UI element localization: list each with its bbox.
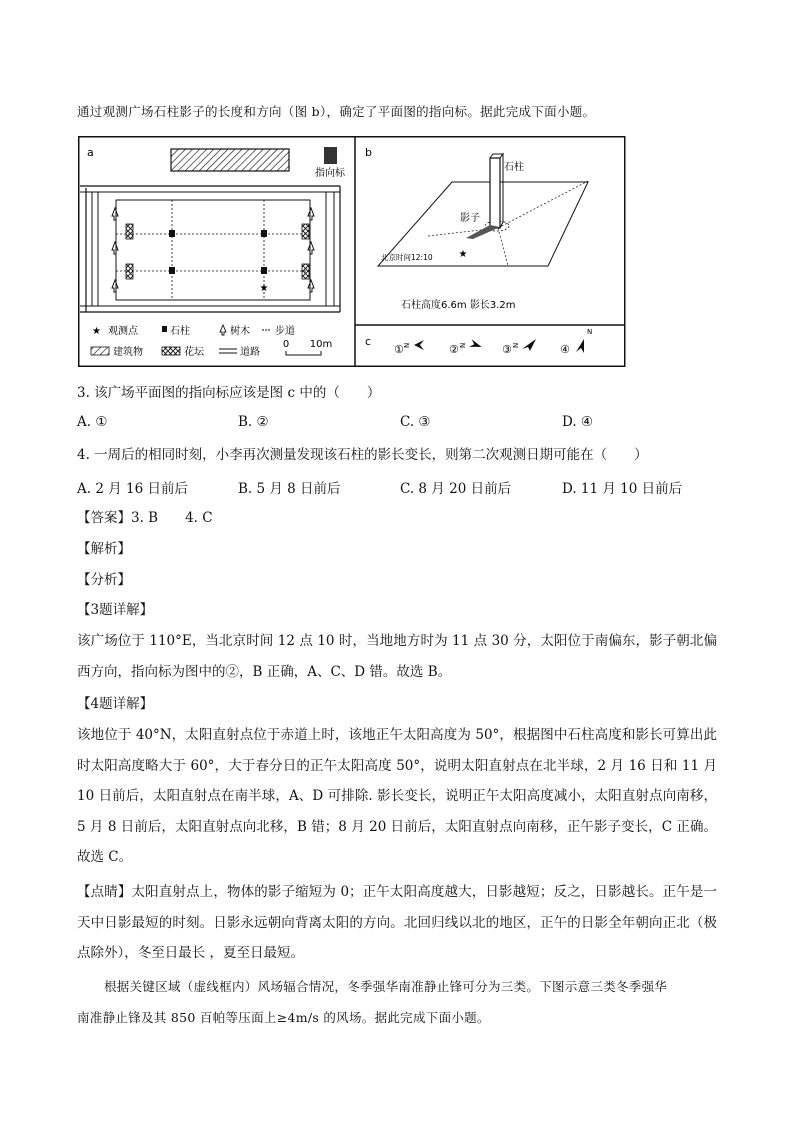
pillars bbox=[169, 230, 267, 274]
arrow-1-icon bbox=[414, 340, 424, 350]
analysis-heading: 【解析】 bbox=[77, 541, 131, 557]
legend-building: 建筑物 bbox=[113, 347, 143, 358]
intro-text-1: 通过观测广场石柱影子的长度和方向（图 b），确定了平面图的指向标。据此完成下面小题。 bbox=[77, 104, 596, 119]
b-star-icon: ★ bbox=[458, 249, 468, 260]
observer-star-icon: ★ bbox=[259, 283, 269, 294]
shadow-label: 影子 bbox=[460, 213, 480, 224]
arrow-4-icon bbox=[576, 339, 584, 353]
q4-option-c: C. 8 月 20 日前后 bbox=[400, 481, 512, 497]
q4-stem: 4. 一周后的相同时刻，小李再次测量发现该石柱的影长变长，则第二次观测日期可能在（ ） bbox=[77, 447, 648, 463]
legend-tree-icon bbox=[220, 325, 226, 335]
legend-pillar: 石柱 bbox=[170, 326, 190, 337]
pillar-label: 石柱 bbox=[504, 162, 524, 173]
scale-end: 10m bbox=[309, 339, 333, 350]
q4-option-d: D. 11 月 10 日前后 bbox=[562, 481, 683, 497]
legend-tree: 树木 bbox=[230, 326, 250, 337]
legend-star-icon: ★ bbox=[92, 326, 101, 337]
q3-option-a: A. ① bbox=[77, 414, 108, 430]
c4-north: N bbox=[587, 328, 593, 336]
q3-option-b: B. ② bbox=[238, 414, 269, 430]
panel-a-label: a bbox=[87, 146, 94, 159]
fenxi-heading: 【分析】 bbox=[77, 572, 131, 588]
panel-b-label: b bbox=[365, 146, 372, 159]
option-3: ③ bbox=[502, 343, 512, 356]
pillar bbox=[490, 158, 500, 228]
panel-b bbox=[365, 146, 588, 311]
compass-box-icon bbox=[324, 147, 337, 164]
answer: 【答案】3. B 4. C bbox=[77, 510, 213, 526]
option-1: ① bbox=[394, 343, 404, 356]
tree-icons bbox=[112, 208, 314, 292]
option-4: ④ bbox=[560, 343, 570, 356]
option-2: ② bbox=[449, 343, 459, 356]
panel-c-label: c bbox=[365, 335, 372, 348]
time-label: 北京时间12:10 bbox=[381, 253, 433, 262]
legend-flowerbed: 花坛 bbox=[184, 347, 204, 358]
q4-option-a: A. 2 月 16 日前后 bbox=[77, 481, 188, 497]
c3-north: N bbox=[512, 342, 520, 348]
building bbox=[171, 149, 289, 171]
intro-text-2-line-2: 南准静止锋及其 850 百帕等压面上≥4m/s 的风场。据此完成下面小题。 bbox=[77, 1010, 490, 1025]
legend-pillar-icon bbox=[162, 326, 167, 332]
c2-north: N bbox=[459, 342, 467, 348]
q3-detail: 该广场位于 110°E，当北京时间 12 点 10 时，当地地方时为 11 点 30 分，太阳位于南偏东，影子朝北偏西方向，指向标为图中的②，B 正确，A、C、D 错。故选 B。 bbox=[77, 633, 717, 680]
figure bbox=[78, 136, 626, 367]
tip: 【点睛】太阳直射点上，物体的影子缩短为 0；正午太阳高度越大，日影越短；反之，日影越长。正午是一天中日影最短的时刻。日影永远朝向背离太阳的方向。北回归线以北的地区，正午的日影全年朝向正北（极点除外），冬至日最长 ，夏至日最短。 bbox=[77, 884, 717, 961]
legend-observer: 观测点 bbox=[108, 326, 138, 337]
q3-option-d: D. ④ bbox=[562, 414, 594, 430]
compass-caption: 指向标 bbox=[315, 168, 345, 179]
legend-walk: 步道 bbox=[275, 326, 295, 337]
q3-option-c: C. ③ bbox=[400, 414, 431, 430]
q4-detail: 该地位于 40°N，太阳直射点位于赤道上时，该地正午太阳高度为 50°，根据图中石柱高度和影长可算出此时太阳高度略大于 60°，大于春分日的正午太阳高度 50°，说明太阳直射点在北半球，2 月 16 日和 11 月 10 日前后，太阳直射点在南半球，A、D 可排除. 影长变长，说明正午太阳高度减小，太阳直射点向南移，5 月 8 日前后，太阳直射点向北移，B 错；8 月 20 日前后，太阳直射点向南移，正午影子变长，C 正确。故选 C。 bbox=[77, 727, 717, 865]
legend-road: 道路 bbox=[240, 347, 260, 358]
q4-detail-heading: 【4题详解】 bbox=[77, 696, 154, 712]
q3-detail-heading: 【3题详解】 bbox=[77, 602, 154, 618]
c1-north: N bbox=[403, 342, 411, 348]
arrow-3-icon bbox=[522, 339, 536, 351]
scale-zero: 0 bbox=[282, 339, 290, 350]
q3-stem: 3. 该广场平面图的指向标应该是图 c 中的（ ） bbox=[77, 385, 381, 401]
arrow-2-icon bbox=[469, 339, 483, 351]
intro-text-2-line-1: 根据关键区域（虚线框内）风场辐合情况，冬季强华南准静止锋可分为三类。下图示意三类冬季强华 bbox=[104, 979, 668, 994]
panel-a bbox=[80, 146, 346, 358]
panel-c bbox=[365, 328, 592, 356]
shadow bbox=[466, 225, 500, 239]
q4-option-b: B. 5 月 8 日前后 bbox=[238, 481, 341, 497]
b-caption: 石柱高度6.6m 影长3.2m bbox=[401, 300, 516, 311]
